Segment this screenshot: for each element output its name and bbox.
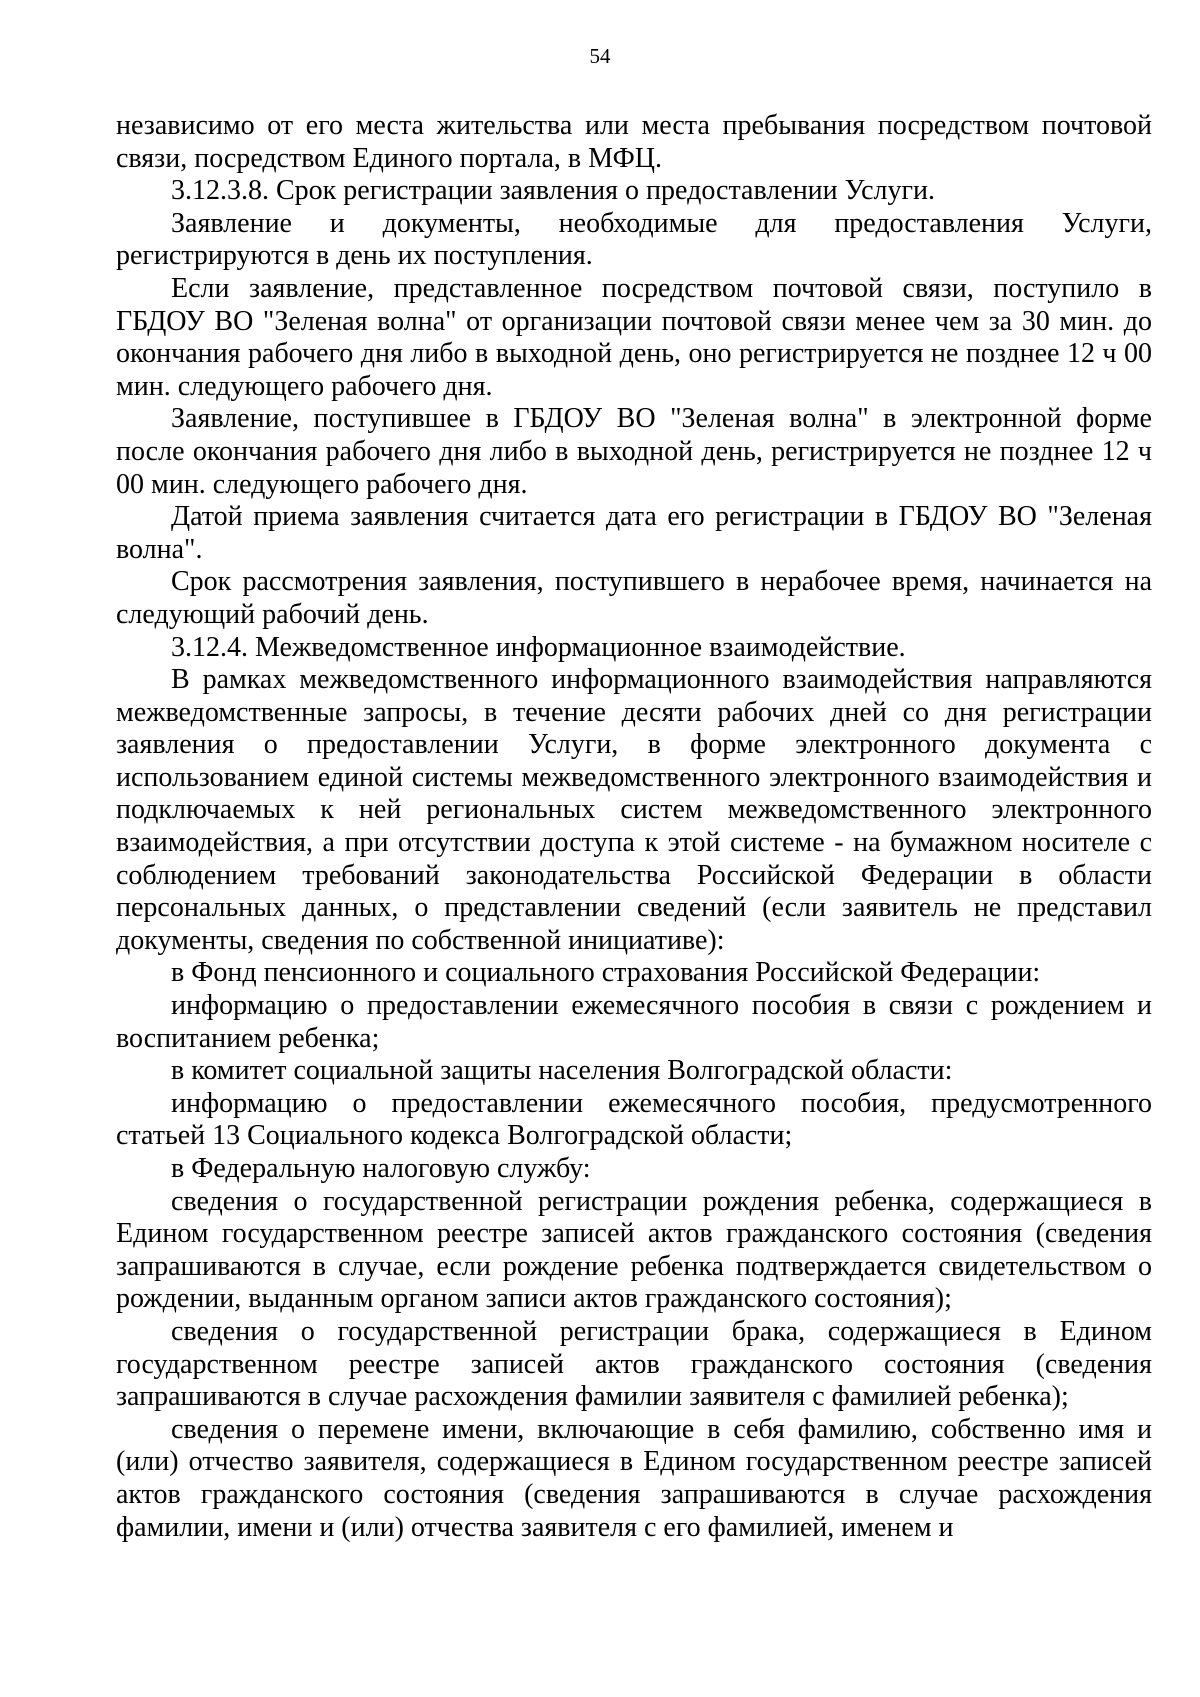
- paragraph: в Федеральную налоговую службу:: [171, 1153, 591, 1184]
- paragraph: 3.12.3.8. Срок регистрации заявления о предоставлении Услуги.: [171, 175, 935, 207]
- paragraph: сведения о государственной регистрации рождения ребенка, содержащиеся в Едином государственном реестре записей актов гражданского состояния (сведения запрашиваются в случае, если рождение ребенка подтверждается свидетельством о рождении, выданным органом записи актов гражданского состояния);: [116, 1185, 1152, 1315]
- paragraph: Заявление, поступившее в ГБДОУ ВО "Зеленая волна" в электронной форме после окончания рабочего дня либо в выходной день, регистрируется не позднее 12 ч 00 мин. следующего рабочего дня.: [116, 403, 1152, 500]
- paragraph: информацию о предоставлении ежемесячного пособия, предусмотренного статьей 13 Социального кодекса Волгоградской области;: [116, 1087, 1152, 1152]
- paragraph: информацию о предоставлении ежемесячного пособия в связи с рождением и воспитанием ребенка;: [116, 990, 1152, 1054]
- page-number: 54: [589, 44, 611, 68]
- paragraph: в Фонд пенсионного и социального страхования Российской Федерации:: [171, 957, 1041, 989]
- paragraph: Срок рассмотрения заявления, поступившего в нерабочее время, начинается на следующий рабочий день.: [116, 566, 1152, 630]
- paragraph: 3.12.4. Межведомственное информационное взаимодействие.: [171, 631, 906, 663]
- paragraph: Если заявление, представленное посредством почтовой связи, поступило в ГБДОУ ВО "Зеленая волна" от организации почтовой связи менее чем за 30 мин. до окончания рабочего дня либо в выходной день, оно регистрируется не позднее 12 ч 00 мин. следующего рабочего дня.: [116, 272, 1152, 402]
- document-body: [116, 110, 1152, 1544]
- paragraph: В рамках межведомственного информационного взаимодействия направляются межведомственные запросы, в течение десяти рабочих дней со дня регистрации заявления о предоставлении Услуги, в форме электронного документа с использованием единой системы межведомственного электронного взаимодействия и подключаемых к ней региональных систем межведомственного электронного взаимодействия, а при отсутствии доступа к этой системе - на бумажном носителе с соблюдением требований законодательства Российской Федерации в области персональных данных, о представлении сведений (если заявитель не представил документы, сведения по собственной инициативе):: [116, 664, 1152, 956]
- paragraph: сведения о государственной регистрации брака, содержащиеся в Едином государственном реестре записей актов гражданского состояния (сведения запрашиваются в случае расхождения фамилии заявителя с фамилией ребенка);: [116, 1315, 1152, 1413]
- paragraph: сведения о перемене имени, включающие в себя фамилию, собственно имя и (или) отчество заявителя, содержащиеся в Едином государственном реестре записей актов гражданского состояния (сведения запрашиваются в случае расхождения фамилии, имени и (или) отчества заявителя с его фамилией, именем и: [116, 1413, 1152, 1543]
- paragraph: в комитет социальной защиты населения Волгоградской области:: [171, 1055, 953, 1087]
- paragraph: Датой приема заявления считается дата его регистрации в ГБДОУ ВО "Зеленая волна".: [116, 501, 1152, 565]
- paragraph: независимо от его места жительства или места пребывания посредством почтовой связи, посредством Единого портала, в МФЦ.: [116, 110, 1152, 174]
- paragraph: Заявление и документы, необходимые для предоставления Услуги, регистрируются в день их поступления.: [116, 207, 1152, 272]
